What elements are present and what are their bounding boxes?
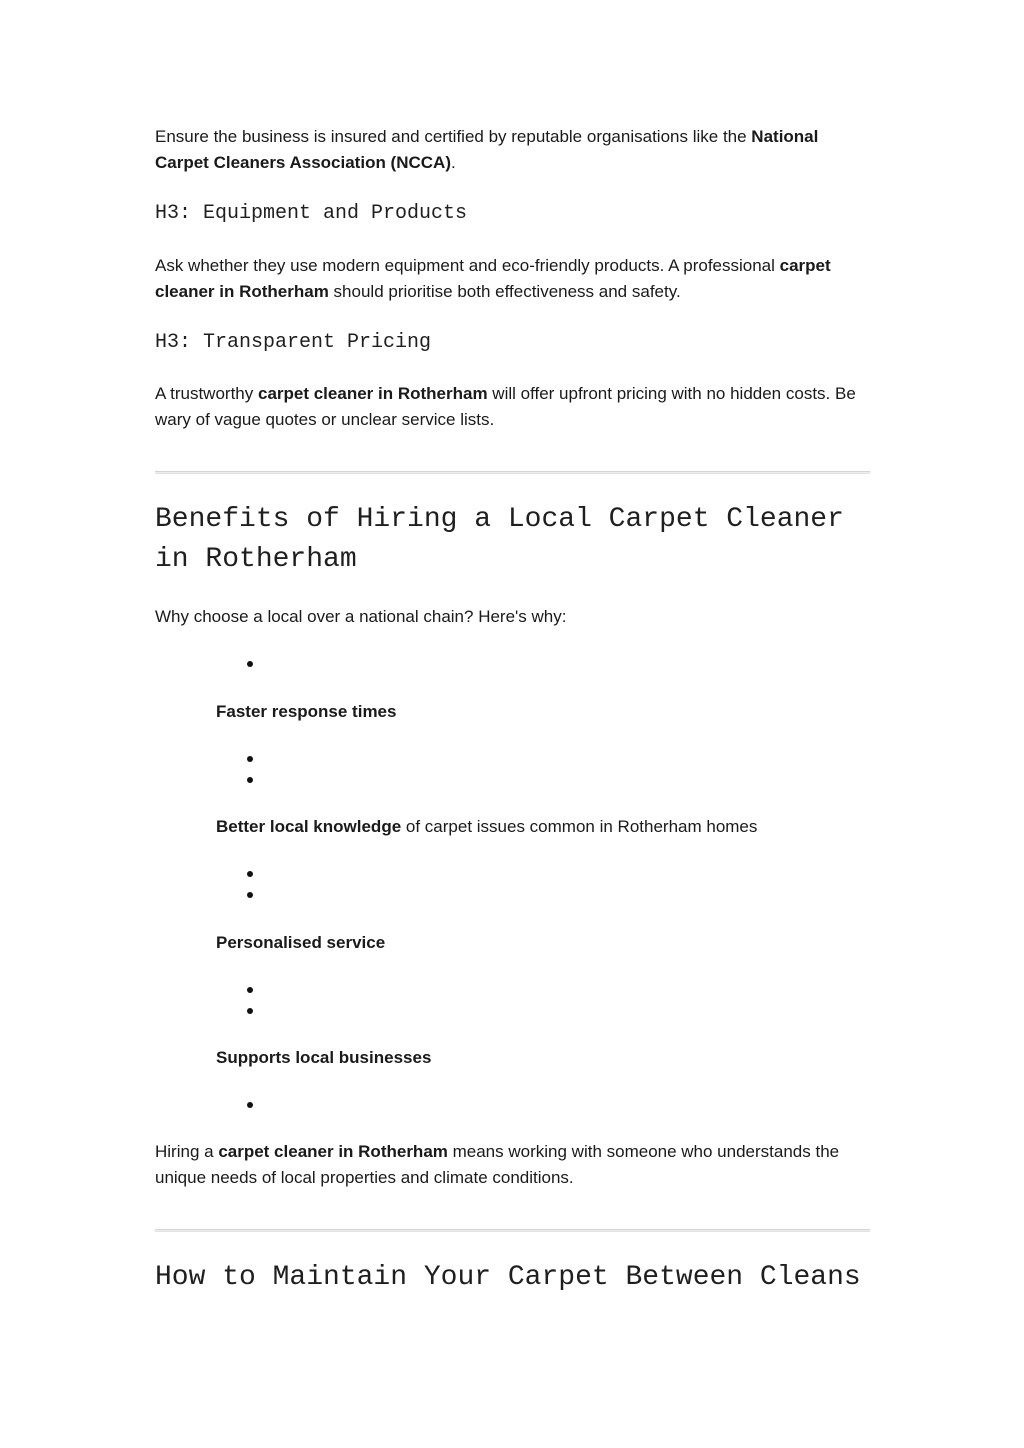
ncca-text: Ensure the business is insured and certified by reputable organisations like the	[155, 127, 752, 146]
list-bullet	[246, 891, 254, 899]
list-item-local-knowledge	[216, 814, 876, 839]
pricing-heading: H3: Transparent Pricing	[155, 331, 432, 354]
list-bullet	[246, 755, 254, 763]
list-item-bold: Supports local businesses	[216, 1048, 432, 1067]
list-item-bold: Faster response times	[216, 702, 397, 721]
list-bullet	[246, 660, 254, 668]
pricing-text-end: will offer upfront pricing with no hidden costs. Be wary of vague quotes or unclear service lists.	[155, 384, 856, 429]
list-item-supports-local	[216, 1045, 876, 1070]
closing-text: Hiring a	[155, 1142, 219, 1161]
section-divider-1	[155, 471, 870, 474]
ncca-text-end: .	[451, 152, 456, 172]
list-bullet	[246, 1007, 254, 1015]
pricing-text: A trustworthy	[155, 384, 258, 403]
equipment-text: Ask whether they use modern equipment and eco-friendly products. A professional	[155, 256, 780, 275]
pricing-bold: carpet cleaner in Rotherham	[257, 384, 488, 403]
closing-bold: carpet cleaner in Rotherham	[218, 1142, 448, 1161]
list-bullet	[246, 870, 254, 878]
closing-text-end: means working with someone who understands the unique needs of local properties and climate conditions.	[155, 1142, 840, 1187]
benefits-closing	[155, 1139, 875, 1190]
list-item-text: of carpet issues common in Rotherham homes	[401, 817, 758, 836]
ncca-paragraph	[155, 124, 875, 175]
equipment-text-end: should prioritise both effectiveness and safety.	[328, 281, 681, 301]
list-item-personalised	[216, 930, 876, 955]
benefits-heading: Benefits of Hiring a Local Carpet Cleaner in Rotherham	[155, 504, 844, 575]
list-bullet	[246, 1101, 254, 1109]
list-bullet	[246, 776, 254, 784]
maintain-heading: How to Maintain Your Carpet Between Cleans	[155, 1262, 861, 1293]
equipment-bold: carpet cleaner in Rotherham	[155, 256, 831, 301]
pricing-paragraph	[155, 381, 875, 432]
list-bullet	[246, 986, 254, 994]
list-item-bold: Personalised service	[216, 933, 386, 952]
equipment-paragraph	[155, 253, 875, 304]
equipment-heading: H3: Equipment and Products	[155, 202, 468, 225]
list-item-faster-response	[216, 699, 876, 724]
benefits-intro: Why choose a local over a national chain? Here's why:	[155, 607, 567, 626]
section-divider-2	[155, 1229, 870, 1232]
ncca-bold: National Carpet Cleaners Association (NCCA)	[155, 127, 819, 172]
list-item-bold: Better local knowledge	[216, 817, 402, 836]
